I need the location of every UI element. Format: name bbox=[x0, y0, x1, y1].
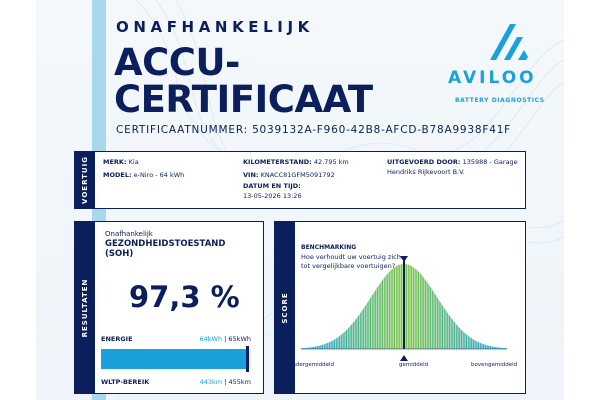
score-section-label: SCORE bbox=[281, 291, 289, 324]
results-side-tab bbox=[75, 222, 95, 393]
certificate-number-value: 5039132A-F960-42B8-AFCD-B78A9938F41F bbox=[252, 124, 512, 136]
energy-nominal: 65kWh bbox=[228, 335, 251, 343]
performed-label: UITGEVOERD DOOR: bbox=[387, 158, 461, 166]
label-average: gemiddeld bbox=[399, 362, 429, 368]
aviloo-logo bbox=[440, 20, 560, 110]
energy-current: 64kWh bbox=[199, 335, 223, 343]
mileage-label: KILOMETERSTAND: bbox=[243, 158, 312, 166]
left-margin bbox=[0, 0, 36, 400]
vehicle-model bbox=[103, 171, 184, 180]
vehicle-performed-by-2: Hendriks Rijkevoort B.V. bbox=[387, 168, 465, 176]
vehicle-position-bottom-marker bbox=[400, 355, 408, 361]
title-eyebrow: ONAFHANKELIJK bbox=[116, 18, 314, 36]
soh-heading: GEZONDHEIDSTOESTAND (SOH) bbox=[105, 239, 226, 259]
label-below-average: ondergemiddeld bbox=[289, 362, 335, 368]
vehicle-make bbox=[103, 158, 139, 167]
vehicle-card bbox=[74, 151, 526, 209]
aviloo-logo-mark-icon bbox=[484, 20, 528, 64]
wltp-current: 443km bbox=[199, 378, 223, 386]
energy-separator: | bbox=[222, 335, 229, 343]
mileage-value: 42.795 km bbox=[313, 158, 349, 166]
benchmark-title: BENCHMARKING bbox=[301, 244, 357, 251]
certificate-number-label: CERTIFICAATNUMMER: bbox=[116, 124, 248, 136]
soh-bar-fill bbox=[101, 349, 247, 369]
results-card bbox=[74, 221, 264, 394]
soh-bar-track bbox=[101, 349, 251, 369]
make-label: MERK: bbox=[103, 158, 127, 166]
label-above-average: bovengemiddeld bbox=[471, 362, 518, 368]
wltp-separator: | bbox=[222, 378, 229, 386]
soh-value: 97,3 % bbox=[129, 280, 240, 314]
results-section-label: RESULTATEN bbox=[81, 278, 89, 337]
soh-bar-marker bbox=[246, 346, 249, 372]
vehicle-mileage bbox=[243, 158, 349, 167]
model-label: MODEL: bbox=[103, 171, 132, 179]
score-card bbox=[274, 221, 526, 394]
vin-label: VIN: bbox=[243, 171, 259, 179]
wltp-label: WLTP-BEREIK bbox=[101, 378, 150, 386]
certificate-number-line bbox=[116, 124, 511, 136]
performed-value: 135988 - Garage bbox=[462, 158, 518, 166]
title-line-1: ACCU- bbox=[114, 41, 240, 84]
vehicle-performed-by bbox=[387, 158, 518, 167]
make-value: Kia bbox=[128, 158, 139, 166]
vehicle-date-value: 13-05-2026 13:26 bbox=[243, 192, 302, 200]
benchmark-question: Hoe verhoudt uw voertuig zich tot vergelijkbare voertuigen? bbox=[301, 253, 401, 270]
right-margin bbox=[564, 0, 600, 400]
vehicle-vin bbox=[243, 171, 335, 180]
logo-wordmark: AVILOO bbox=[448, 68, 537, 88]
energy-label: ENERGIE bbox=[101, 335, 133, 343]
vehicle-section-label: VOERTUIG bbox=[81, 156, 89, 204]
vehicle-date-label: DATUM EN TIJD: bbox=[243, 182, 301, 190]
logo-tagline: BATTERY DIAGNOSTICS bbox=[455, 97, 545, 104]
page-title bbox=[114, 41, 373, 121]
soh-small-title: Onafhankelijk bbox=[105, 230, 153, 238]
vehicle-side-tab bbox=[75, 152, 95, 208]
wltp-values bbox=[200, 378, 251, 386]
vin-value: KNACC81GFM5091792 bbox=[260, 171, 335, 179]
energy-values bbox=[199, 335, 251, 343]
wltp-nominal: 455km bbox=[228, 378, 251, 386]
title-line-2: CERTIFICAAT bbox=[114, 78, 373, 121]
model-value: e-Niro - 64 kWh bbox=[133, 171, 185, 179]
